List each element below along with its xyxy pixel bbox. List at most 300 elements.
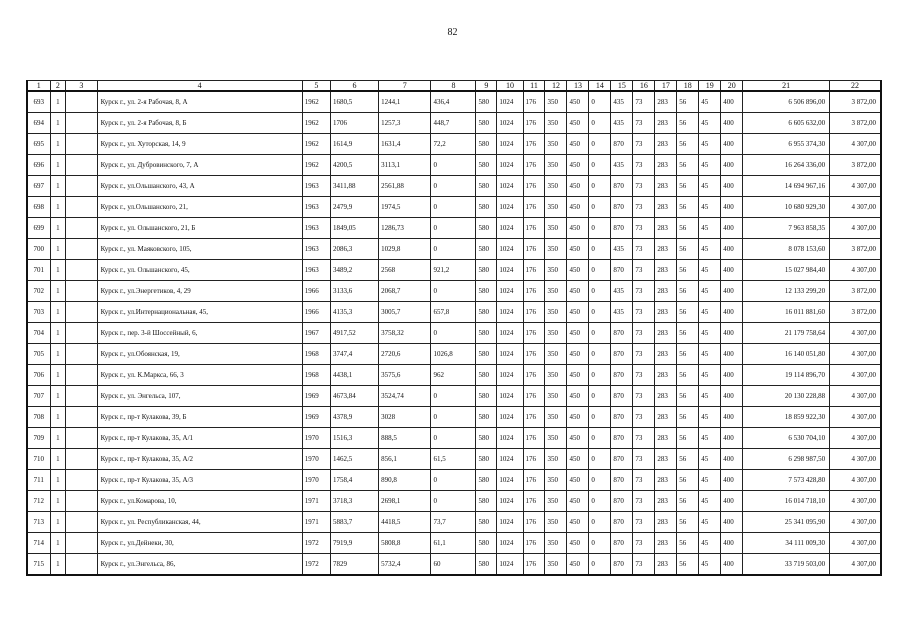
table-cell: 1024 [497,218,523,239]
table-cell: 350 [545,533,567,554]
table-cell: 0 [589,470,611,491]
table-cell: 450 [567,281,589,302]
table-cell: 73 [633,386,655,407]
table-cell: 1 [50,554,66,576]
table-row [27,218,881,239]
table-cell: 1024 [497,281,523,302]
table-cell: 283 [655,554,677,576]
table-cell: 0 [589,176,611,197]
table-cell: 0 [431,323,476,344]
table-cell: 0 [431,218,476,239]
table-cell: 1024 [497,176,523,197]
table-cell: 1 [50,239,66,260]
table-cell: 3 872,00 [830,239,881,260]
table-cell: 580 [476,113,497,134]
register-table [26,80,882,576]
table-row [27,365,881,386]
row-number-cell: 706 [27,365,50,386]
table-cell: 870 [611,218,633,239]
table-cell: 0 [589,260,611,281]
table-cell: 56 [677,134,699,155]
table-cell [66,554,97,576]
table-cell: 1966 [302,281,330,302]
table-cell: 283 [655,512,677,533]
table-cell: 45 [699,344,721,365]
table-cell: 450 [567,491,589,512]
table-cell: 0 [431,470,476,491]
table-cell: 4 307,00 [830,197,881,218]
column-header-20: 20 [721,81,743,92]
table-cell [66,134,97,155]
table-cell: 0 [589,218,611,239]
table-cell: 1024 [497,491,523,512]
table-cell: 450 [567,344,589,365]
table-cell: 16 140 051,80 [743,344,830,365]
table-cell: 73 [633,512,655,533]
table-cell: 580 [476,344,497,365]
table-cell: 1971 [302,491,330,512]
table-cell: 450 [567,302,589,323]
table-cell: 580 [476,428,497,449]
table-cell: 56 [677,323,699,344]
table-cell: 73 [633,407,655,428]
table-cell: 73 [633,218,655,239]
table-cell: 6 530 704,10 [743,428,830,449]
table-cell: 3 872,00 [830,281,881,302]
table-cell: 1244,1 [379,91,431,113]
table-cell: 1963 [302,197,330,218]
table-row [27,533,881,554]
table-cell: 1966 [302,302,330,323]
table-cell: 450 [567,323,589,344]
table-cell: 921,2 [431,260,476,281]
table-cell: 283 [655,239,677,260]
table-cell [66,302,97,323]
table-cell: 436,4 [431,91,476,113]
table-cell: 56 [677,554,699,576]
table-cell: 1968 [302,344,330,365]
table-cell: 73 [633,554,655,576]
table-cell: 176 [523,365,545,386]
column-header-1: 1 [27,81,50,92]
table-cell: 400 [721,197,743,218]
table-cell: 1024 [497,260,523,281]
table-cell: 1024 [497,449,523,470]
table-cell: 73 [633,302,655,323]
table-cell: 1 [50,449,66,470]
table-cell: 2561,88 [379,176,431,197]
table-cell: 4 307,00 [830,176,881,197]
table-cell: 73 [633,470,655,491]
table-cell: 14 694 967,16 [743,176,830,197]
table-cell: 1631,4 [379,134,431,155]
table-cell: 45 [699,428,721,449]
table-cell: 1024 [497,386,523,407]
table-cell: 6 605 632,00 [743,113,830,134]
table-cell: 450 [567,365,589,386]
table-cell: 0 [589,344,611,365]
table-cell [66,512,97,533]
table-cell: 0 [589,554,611,576]
table-cell: 73,7 [431,512,476,533]
table-cell: 4917,52 [330,323,378,344]
table-cell: 283 [655,449,677,470]
table-cell: 45 [699,197,721,218]
table-cell: 580 [476,470,497,491]
table-cell: 283 [655,218,677,239]
table-cell: 283 [655,344,677,365]
table-cell: 1 [50,428,66,449]
table-cell: 1024 [497,155,523,176]
row-number-cell: 694 [27,113,50,134]
column-header-5: 5 [302,81,330,92]
table-cell: 73 [633,239,655,260]
table-cell: 0 [589,365,611,386]
table-cell: 283 [655,260,677,281]
table-cell: 283 [655,134,677,155]
table-cell: 45 [699,533,721,554]
row-number-cell: 704 [27,323,50,344]
table-cell: 56 [677,407,699,428]
table-cell: 1257,3 [379,113,431,134]
table-cell: 1024 [497,197,523,218]
table-cell: 870 [611,344,633,365]
table-cell: 3575,6 [379,365,431,386]
table-cell: 7919,9 [330,533,378,554]
column-header-2: 2 [50,81,66,92]
table-cell: 400 [721,428,743,449]
table-cell: 5732,4 [379,554,431,576]
table-cell: 2086,3 [330,239,378,260]
table-cell: 6 506 896,00 [743,91,830,113]
table-cell: 45 [699,407,721,428]
table-cell: 283 [655,533,677,554]
row-number-cell: 710 [27,449,50,470]
table-cell: 1963 [302,176,330,197]
table-cell: 1972 [302,554,330,576]
address-cell: Курск г., ул.Энгельса, 86, [97,554,302,576]
table-cell: 1 [50,470,66,491]
table-row [27,302,881,323]
table-cell: 870 [611,491,633,512]
table-cell: 0 [589,302,611,323]
table-cell: 400 [721,113,743,134]
table-cell: 12 133 299,20 [743,281,830,302]
table-cell: 3489,2 [330,260,378,281]
table-cell: 176 [523,407,545,428]
table-row [27,239,881,260]
table-cell: 0 [589,323,611,344]
table-cell: 4 307,00 [830,449,881,470]
table-cell: 1971 [302,512,330,533]
column-header-6: 6 [330,81,378,92]
column-header-19: 19 [699,81,721,92]
table-cell [66,407,97,428]
table-cell: 1962 [302,91,330,113]
table-cell: 350 [545,155,567,176]
table-cell: 4438,1 [330,365,378,386]
table-cell: 4 307,00 [830,386,881,407]
table-cell: 1 [50,365,66,386]
table-cell: 890,8 [379,470,431,491]
table-cell: 400 [721,470,743,491]
table-cell: 73 [633,344,655,365]
table-cell: 1024 [497,533,523,554]
table-cell: 350 [545,302,567,323]
table-cell: 580 [476,302,497,323]
table-cell: 283 [655,386,677,407]
table-cell: 1 [50,407,66,428]
table-cell: 4200,5 [330,155,378,176]
table-cell: 176 [523,113,545,134]
table-cell: 3758,32 [379,323,431,344]
table-cell: 56 [677,533,699,554]
table-cell: 0 [431,239,476,260]
table-cell: 56 [677,218,699,239]
table-cell: 870 [611,365,633,386]
table-cell: 73 [633,449,655,470]
table-cell: 350 [545,197,567,218]
table-cell: 350 [545,386,567,407]
table-cell: 73 [633,197,655,218]
table-cell: 870 [611,449,633,470]
table-cell: 1024 [497,113,523,134]
table-cell: 1 [50,91,66,113]
table-cell [66,491,97,512]
table-cell: 435 [611,302,633,323]
address-cell: Курск г., ул. Дубровинского, 7, А [97,155,302,176]
table-cell: 400 [721,533,743,554]
table-cell: 350 [545,134,567,155]
column-header-22: 22 [830,81,881,92]
table-cell: 19 114 896,70 [743,365,830,386]
table-cell: 8 078 153,60 [743,239,830,260]
table-cell: 283 [655,323,677,344]
row-number-cell: 697 [27,176,50,197]
table-cell: 3 872,00 [830,113,881,134]
table-cell: 176 [523,302,545,323]
table-cell: 350 [545,113,567,134]
table-cell: 1614,9 [330,134,378,155]
table-cell: 176 [523,449,545,470]
table-cell: 176 [523,533,545,554]
table-cell: 176 [523,239,545,260]
table-header-row [27,81,881,92]
table-cell: 1970 [302,428,330,449]
table-cell: 283 [655,91,677,113]
address-cell: Курск г., ул.Дейнеки, 30, [97,533,302,554]
address-cell: Курск г., пр-т Кулакова, 35, А/3 [97,470,302,491]
table-cell: 4 307,00 [830,554,881,576]
table-cell: 1024 [497,302,523,323]
table-cell: 3005,7 [379,302,431,323]
table-cell: 1 [50,113,66,134]
table-cell: 3028 [379,407,431,428]
table-cell: 4378,9 [330,407,378,428]
table-cell: 350 [545,449,567,470]
table-cell: 73 [633,428,655,449]
table-cell: 350 [545,91,567,113]
table-cell: 1 [50,512,66,533]
address-cell: Курск г., ул.Интернациональная, 45, [97,302,302,323]
table-cell: 0 [431,491,476,512]
address-cell: Курск г., ул.Обоянская, 19, [97,344,302,365]
table-cell: 580 [476,554,497,576]
table-cell: 1 [50,491,66,512]
table-cell: 21 179 758,64 [743,323,830,344]
table-cell: 4 307,00 [830,407,881,428]
table-cell: 0 [589,197,611,218]
table-cell: 400 [721,260,743,281]
table-cell [66,344,97,365]
column-header-12: 12 [545,81,567,92]
table-cell: 283 [655,302,677,323]
table-cell: 45 [699,470,721,491]
table-cell: 450 [567,407,589,428]
table-cell: 45 [699,281,721,302]
table-cell: 45 [699,512,721,533]
row-number-cell: 698 [27,197,50,218]
table-cell: 25 341 095,90 [743,512,830,533]
table-cell: 580 [476,176,497,197]
table-cell: 283 [655,176,677,197]
table-cell: 56 [677,344,699,365]
row-number-cell: 707 [27,386,50,407]
table-cell: 73 [633,91,655,113]
table-cell: 870 [611,470,633,491]
table-cell: 0 [431,155,476,176]
table-cell [66,113,97,134]
table-cell: 10 680 929,30 [743,197,830,218]
table-row [27,176,881,197]
table-cell: 450 [567,260,589,281]
table-cell: 56 [677,470,699,491]
table-cell: 400 [721,365,743,386]
table-cell: 4418,5 [379,512,431,533]
table-cell: 45 [699,323,721,344]
table-cell [66,239,97,260]
table-row [27,491,881,512]
table-cell: 400 [721,218,743,239]
column-header-7: 7 [379,81,431,92]
table-cell: 176 [523,344,545,365]
table-cell [66,449,97,470]
table-cell: 1969 [302,407,330,428]
table-cell: 1 [50,176,66,197]
column-header-21: 21 [743,81,830,92]
table-cell: 1026,8 [431,344,476,365]
table-cell: 56 [677,302,699,323]
table-row [27,91,881,113]
table-cell: 580 [476,386,497,407]
address-cell: Курск г., ул. Республиканская, 44, [97,512,302,533]
table-cell: 2479,9 [330,197,378,218]
table-cell: 4 307,00 [830,512,881,533]
table-cell: 283 [655,365,677,386]
column-header-16: 16 [633,81,655,92]
table-cell: 580 [476,449,497,470]
table-cell: 0 [589,113,611,134]
table-cell: 73 [633,323,655,344]
table-cell: 283 [655,407,677,428]
table-cell: 4 307,00 [830,218,881,239]
table-row [27,407,881,428]
row-number-cell: 701 [27,260,50,281]
column-header-15: 15 [611,81,633,92]
table-cell: 3524,74 [379,386,431,407]
table-cell: 56 [677,260,699,281]
address-cell: Курск г., пр-т Кулакова, 35, А/1 [97,428,302,449]
table-cell: 56 [677,365,699,386]
table-cell: 350 [545,554,567,576]
table-cell: 0 [589,407,611,428]
table-cell: 176 [523,281,545,302]
table-cell: 1024 [497,407,523,428]
table-cell: 1 [50,155,66,176]
column-header-10: 10 [497,81,523,92]
table-cell: 350 [545,470,567,491]
table-cell: 3 872,00 [830,302,881,323]
table-cell: 1680,5 [330,91,378,113]
table-cell: 73 [633,281,655,302]
table-row [27,260,881,281]
table-cell: 73 [633,113,655,134]
table-cell: 4 307,00 [830,134,881,155]
table-cell: 60 [431,554,476,576]
table-cell: 350 [545,218,567,239]
table-cell: 176 [523,218,545,239]
table-cell: 0 [589,512,611,533]
table-cell: 1 [50,260,66,281]
table-cell: 1024 [497,344,523,365]
table-cell: 56 [677,281,699,302]
column-header-3: 3 [66,81,97,92]
table-cell: 176 [523,554,545,576]
table-cell: 400 [721,91,743,113]
table-cell: 400 [721,449,743,470]
table-cell: 45 [699,113,721,134]
table-cell: 16 011 881,60 [743,302,830,323]
row-number-cell: 702 [27,281,50,302]
table-cell [66,218,97,239]
table-cell: 45 [699,91,721,113]
table-cell: 45 [699,554,721,576]
table-cell: 176 [523,512,545,533]
table-cell: 1 [50,281,66,302]
table-cell: 1024 [497,134,523,155]
address-cell: Курск г., ул.Комарова, 10, [97,491,302,512]
table-cell: 400 [721,155,743,176]
table-cell: 0 [431,281,476,302]
table-row [27,155,881,176]
table-cell: 45 [699,449,721,470]
row-number-cell: 712 [27,491,50,512]
row-number-cell: 693 [27,91,50,113]
table-row [27,113,881,134]
table-cell: 400 [721,323,743,344]
table-cell: 283 [655,491,677,512]
table-cell: 1024 [497,428,523,449]
table-cell: 1963 [302,218,330,239]
table-cell: 283 [655,428,677,449]
table-cell: 350 [545,260,567,281]
table-cell: 0 [589,449,611,470]
address-cell: Курск г., ул. Ольшанского, 21, Б [97,218,302,239]
table-cell: 400 [721,134,743,155]
table-cell: 870 [611,197,633,218]
table-cell: 1758,4 [330,470,378,491]
table-cell: 580 [476,134,497,155]
